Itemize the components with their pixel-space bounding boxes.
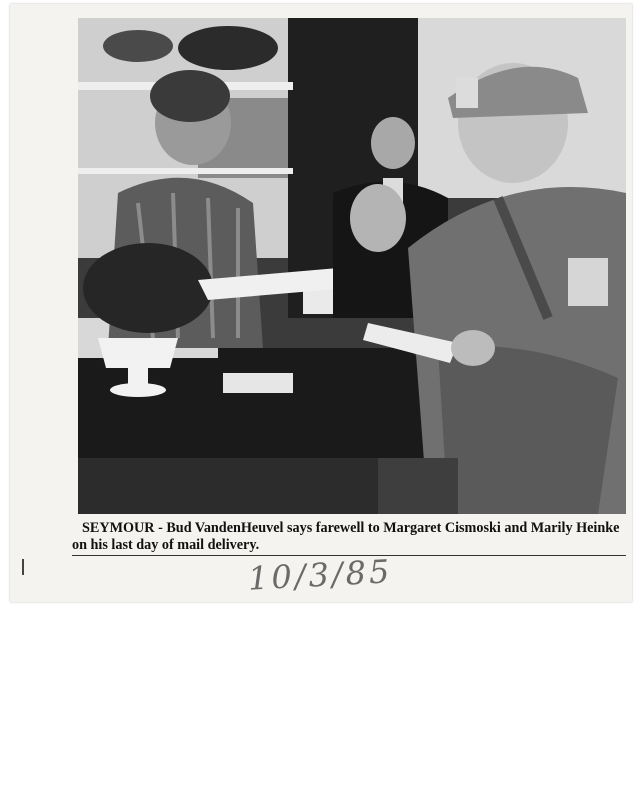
newspaper-clipping: [10, 4, 632, 602]
photo-caption: [72, 520, 632, 554]
handwritten-date: 10/3/85: [247, 552, 394, 598]
photo-illustration: [78, 18, 626, 514]
caption-dateline: SEYMOUR -: [82, 520, 163, 536]
edge-mark: [22, 559, 24, 575]
caption-text: Bud VandenHeuvel says farewell to Margaret Cismoski and Marily Heinke on his last day of mail delivery.: [72, 520, 620, 553]
news-photo: [78, 18, 626, 514]
